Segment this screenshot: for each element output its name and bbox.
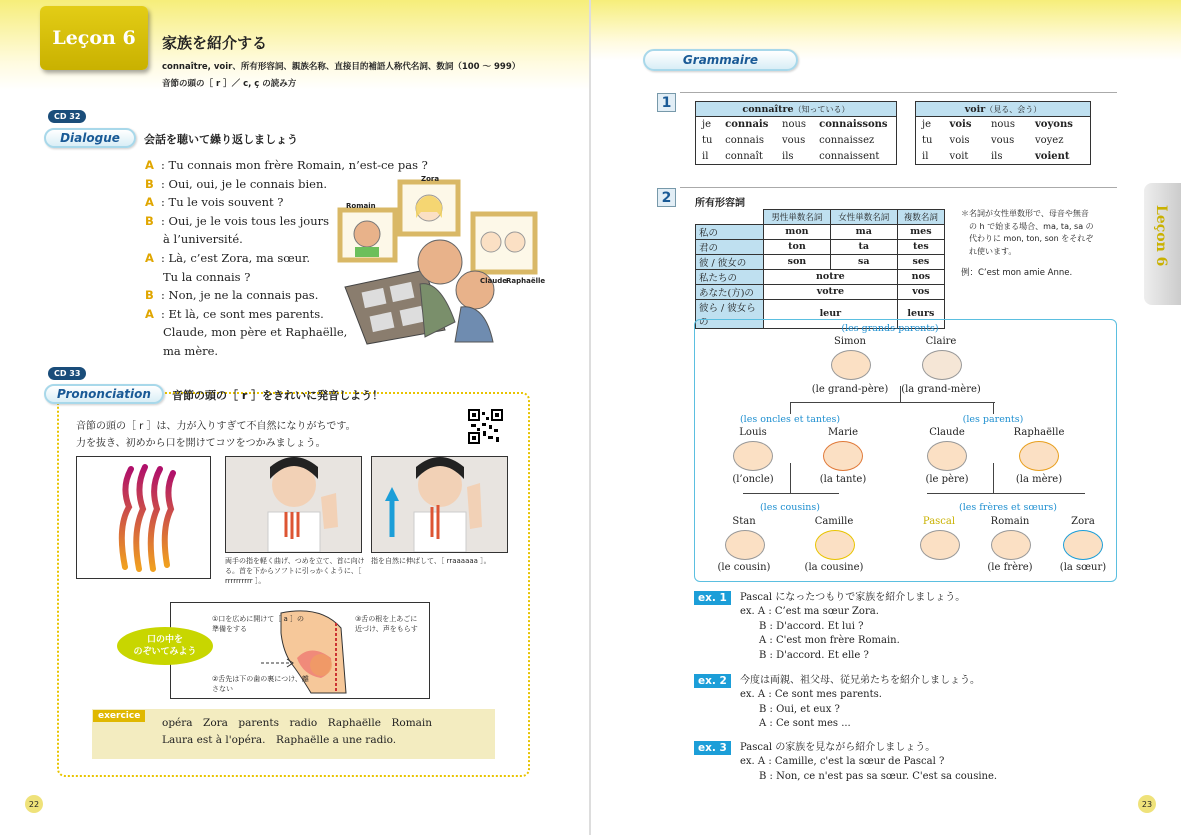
role-sister: (la sœur)	[1059, 562, 1107, 573]
lesson-badge: Leçon 6	[40, 6, 148, 70]
table-row: je connais nous connaissons	[702, 119, 888, 131]
qr-code-icon[interactable]	[468, 409, 503, 444]
pronunciation-label: 音節の頭の［ r ］をきれいに発音しよう！	[172, 389, 384, 402]
family-tree	[694, 319, 1117, 582]
face-simon	[831, 350, 871, 380]
dialogue-pill: Dialogue	[44, 128, 136, 148]
face-zora	[1063, 530, 1103, 560]
photo-fingers-straight	[371, 456, 508, 553]
table-row: あなた(方)の votre vos	[696, 284, 945, 299]
dialogue-line: A : Et là, ce sont mes parents.	[145, 306, 324, 321]
note-open-mouth: ①口を広めに開けて［ a ］の準備をする	[212, 615, 305, 633]
exercise-words: opéra Zora parents radio Raphaëlle Romain	[162, 717, 433, 729]
name-louis: Louis	[739, 427, 767, 438]
group-siblings: (les frères et sœurs)	[959, 502, 1057, 513]
group-parents: (les parents)	[962, 414, 1024, 425]
page-number-left: 22	[25, 795, 43, 813]
connaitre-note: （知っている）	[793, 104, 850, 114]
exercise-sentences: Laura est à l'opéra. Raphaëlle a une radio.	[162, 734, 397, 746]
table-row: tu vois vous voyez	[922, 135, 1064, 146]
cd-track-badge-2[interactable]: CD 33	[48, 367, 86, 380]
face-camille	[815, 530, 855, 560]
section-1-rule	[680, 92, 1117, 93]
section-2-rule	[680, 187, 1117, 188]
group-grandparents: (les grands-parents)	[841, 323, 939, 334]
name-simon: Simon	[834, 336, 866, 347]
grammaire-pill: Grammaire	[643, 49, 798, 71]
speech-bubble: 口の中を のぞいてみよう	[117, 627, 213, 665]
name-pascal: Pascal	[922, 516, 956, 527]
face-louis	[733, 441, 773, 471]
section-2-number: 2	[657, 188, 676, 207]
dialogue-line: B : Oui, oui, je le connais bien.	[145, 176, 328, 191]
dialogue-line: A : Tu connais mon frère Romain, n’est-ce pas ?	[145, 158, 428, 172]
connaitre-table	[695, 101, 897, 165]
dialogue-line: B : Oui, je le vois tous les jours	[145, 213, 330, 228]
pic-label-raphaelle: Raphaëlle	[506, 277, 546, 285]
ex3-dialogue: ex. A : Camille, c'est la sœur de Pascal ? B : Non, ce n'est pas sa sœur. C'est sa cousine.	[740, 756, 998, 782]
pronunciation-pill: Prononciation	[44, 384, 164, 404]
ex2-tag: ex. 2	[694, 674, 731, 688]
possessive-note: ＊名詞が女性単数形で、母音や無音 の h で始まる場合、ma, ta, sa の 代わりに mon, ton, son をそれぞ れ使います。	[961, 209, 1094, 256]
subtitle-phonetics: 音節の頭の［ r ］／ c, ç の読み方	[162, 79, 297, 89]
name-marie: Marie	[827, 427, 859, 438]
family-photos-illustration	[325, 172, 545, 352]
ex1-question: Pascal になったつもりで家族を紹介しましょう。	[740, 592, 966, 603]
face-claude	[927, 441, 967, 471]
ex3-tag: ex. 3	[694, 741, 731, 755]
name-zora: Zora	[1071, 516, 1095, 527]
role-cousin: (le cousin)	[717, 562, 771, 573]
face-marie	[823, 441, 863, 471]
role-cousine: (la cousine)	[804, 562, 864, 573]
table-row: 私たちの notre nos	[696, 269, 945, 284]
table-row: je vois nous voyons	[922, 119, 1073, 131]
note-tongue-root: ③舌の根を上あごに近づけ、声をもらす	[355, 615, 418, 633]
role-brother: (le frère)	[987, 562, 1033, 573]
exercise-tag: exercice	[93, 710, 145, 722]
voir-note: （見る、会う）	[985, 104, 1042, 114]
name-camille: Camille	[814, 516, 854, 527]
possessive-title: 所有形容詞	[695, 198, 745, 209]
caption-fingers-straight: 指を自然に伸ばして、［ rraaaaaa ］。	[371, 557, 491, 565]
role-aunt: (la tante)	[819, 474, 867, 485]
face-romain	[991, 530, 1031, 560]
cd-track-badge[interactable]: CD 32	[48, 110, 86, 123]
table-row: 彼 / 彼女の son sa ses	[696, 254, 945, 269]
connaitre-title: connaître	[742, 103, 794, 115]
caption-fingers-bent: 両手の指を軽く曲げ、つめを立て、首に向ける。首を下からソフトに引っかくように、［ rrrrrrrrrr ］。	[225, 557, 365, 585]
role-father: (le père)	[925, 474, 969, 485]
ex3-question: Pascal の家族を見ながら紹介しましょう。	[740, 742, 936, 753]
dialogue-line: B : Non, je ne la connais pas.	[145, 288, 319, 303]
dialogue-line: Tu la connais ?	[163, 269, 251, 284]
page-spine	[589, 0, 591, 835]
role-mother: (la mère)	[1015, 474, 1063, 485]
dialogue-line: à l’université.	[163, 232, 243, 247]
role-grandfather: (le grand-père)	[811, 384, 889, 395]
role-grandmother: (la grand-mère)	[901, 384, 981, 395]
pic-label-romain: Romain	[346, 202, 376, 210]
possessive-example: 例：C’est mon amie Anne.	[961, 268, 1073, 278]
face-claire	[922, 350, 962, 380]
dialogue-line: A : Là, c’est Zora, ma sœur.	[145, 250, 310, 265]
dialogue-line: ma mère.	[163, 343, 219, 358]
group-uncles-aunts: (les oncles et tantes)	[739, 414, 841, 425]
subtitle-grammar: connaître, voir、所有形容詞、親族名称、直接目的補語人称代名詞、数詞（100 ～ 999）	[162, 62, 521, 72]
name-stan: Stan	[732, 516, 756, 527]
name-claire: Claire	[925, 336, 957, 347]
ex1-tag: ex. 1	[694, 591, 731, 605]
name-raphaelle: Raphaëlle	[1013, 427, 1065, 438]
ex1-dialogue: ex. A : C’est ma sœur Zora. B : D'accord. Et lui ? A : C'est mon frère Romain. B : D'accord. Et elle ?	[740, 606, 900, 661]
table-row: 私の mon ma mes	[696, 224, 945, 239]
name-romain: Romain	[990, 516, 1030, 527]
table-row: tu connais vous connaissez	[702, 135, 875, 146]
ex2-dialogue: ex. A : Ce sont mes parents. B : Oui, et eux ? A : Ce sont mes ...	[740, 689, 882, 729]
page-title: 家族を紹介する	[162, 34, 268, 52]
pic-label-claude: Claude	[480, 277, 508, 285]
table-row: il voit ils voient	[922, 150, 1070, 162]
role-uncle: (l’oncle)	[732, 474, 774, 485]
name-claude: Claude	[929, 427, 965, 438]
ex2-question: 今度は両親、祖父母、従兄弟たちを紹介しましょう。	[740, 675, 980, 686]
note-tongue-tip: ②舌先は下の歯の裏につけ、離さない	[212, 675, 309, 693]
side-tab-label: Leçon 6	[1153, 205, 1169, 267]
voir-title: voir	[964, 103, 986, 115]
face-stan	[725, 530, 765, 560]
section-1-number: 1	[657, 93, 676, 112]
table-row: 君の ton ta tes	[696, 239, 945, 254]
page-number-right: 23	[1138, 795, 1156, 813]
face-raphaelle	[1019, 441, 1059, 471]
table-row: il connaît ils connaissent	[702, 150, 880, 162]
voir-table	[915, 101, 1091, 165]
pic-label-zora: Zora	[421, 175, 440, 183]
face-pascal	[920, 530, 960, 560]
throat-diagram-image	[76, 456, 211, 579]
table-row: 彼ら / 彼女らの leur leurs	[696, 299, 945, 328]
pronunciation-text-2: 力を抜き、初めから口を開けてコツをつかみましょう。	[76, 438, 326, 449]
dialogue-line: Claude, mon père et Raphaëlle,	[163, 325, 348, 340]
chapter-side-tab[interactable]	[1144, 183, 1181, 305]
dialogue-label: 会話を聴いて繰り返しましょう	[144, 133, 298, 146]
group-cousins: (les cousins)	[759, 502, 821, 513]
photo-fingers-bent	[225, 456, 362, 553]
possessive-table: 男性単数名詞 女性単数名詞 複数名詞 私の mon ma mes 君の ton ta tes 彼 / 彼女の son sa ses 私たちの notre nos あなた(方)の votre vos 彼ら / 彼女らの leur leurs	[695, 209, 945, 329]
pronunciation-text-1: 音節の頭の［ r ］は、力が入りすぎて不自然になりがちです。	[76, 421, 356, 432]
dialogue-line: A : Tu le vois souvent ?	[145, 195, 284, 210]
